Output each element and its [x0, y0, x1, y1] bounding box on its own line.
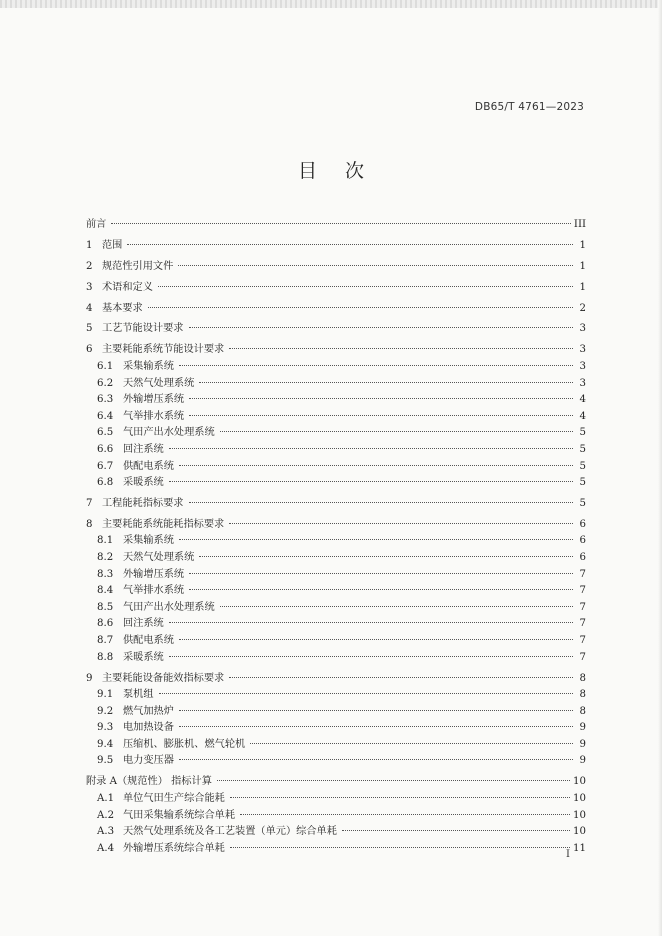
toc-entry-number: 8.8: [97, 651, 114, 663]
toc-entry-label: 规范性引用文件: [102, 260, 174, 272]
table-of-contents: [86, 216, 586, 856]
toc-leader-dots: [240, 804, 570, 815]
page-number: I: [566, 849, 570, 860]
document-code: DB65/T 4761—2023: [474, 101, 584, 113]
toc-entry[interactable]: [86, 320, 586, 337]
toc-leader-dots: [230, 837, 570, 848]
toc-entry-number: 9.5: [97, 755, 114, 767]
toc-entry-page: 10: [573, 792, 586, 804]
toc-leader-dots: [169, 612, 573, 623]
toc-entry-number: 6.2: [97, 377, 114, 389]
toc-entry-label: 前言: [86, 219, 107, 230]
toc-entry-page: III: [573, 219, 586, 230]
toc-entry-page: 1: [579, 239, 586, 251]
toc-entry-page: 3: [579, 323, 586, 335]
toc-entry-label: 气举排水系统: [123, 585, 185, 597]
toc-entry-number: 8.6: [97, 618, 114, 630]
toc-entry-label: 回注系统: [123, 618, 164, 630]
toc-leader-dots: [230, 787, 570, 798]
toc-entry-number: 8.4: [97, 585, 114, 597]
toc-leader-dots: [169, 471, 573, 482]
toc-entry-page: 6: [579, 535, 586, 547]
toc-entry-number: 6.3: [97, 394, 114, 406]
toc-leader-dots: [179, 529, 573, 540]
toc-entry-label: 主要耗能设备能效指标要求: [102, 672, 225, 684]
toc-entry-page: 7: [579, 585, 586, 597]
toc-leader-dots: [199, 372, 573, 383]
toc-entry-number: 6.5: [97, 427, 114, 439]
toc-leader-dots: [229, 667, 573, 678]
toc-leader-dots: [179, 455, 573, 466]
toc-leader-dots: [159, 683, 573, 694]
toc-entry[interactable]: [86, 237, 586, 254]
toc-entry[interactable]: [86, 752, 586, 769]
toc-entry-number: 2: [86, 260, 93, 272]
toc-entry-label: 工程能耗指标要求: [102, 497, 184, 509]
toc-entry[interactable]: [86, 474, 586, 491]
toc-entry-number: 8.7: [97, 635, 114, 647]
toc-leader-dots: [179, 716, 573, 727]
toc-entry-label: 主要耗能系统节能设计要求: [102, 344, 225, 356]
toc-entry[interactable]: [86, 495, 586, 512]
toc-entry[interactable]: [86, 279, 586, 296]
toc-entry-page: 1: [579, 260, 586, 272]
toc-entry-label: 基本要求: [102, 302, 143, 314]
toc-entry-number: A.4: [97, 842, 115, 854]
toc-leader-dots: [179, 355, 573, 366]
toc-entry-number: 9.3: [97, 722, 114, 734]
toc-leader-dots: [179, 700, 573, 711]
toc-entry-number: 9.4: [97, 738, 114, 750]
toc-entry-number: 8.2: [97, 552, 114, 564]
toc-entry-label: 天然气处理系统及各工艺装置（单元）综合单耗: [123, 826, 337, 838]
toc-leader-dots: [189, 317, 574, 328]
toc-leader-dots: [158, 276, 573, 287]
toc-entry-number: 6.4: [97, 410, 114, 422]
toc-entry-number: 6.1: [97, 360, 114, 372]
toc-entry-number: 9: [86, 672, 93, 684]
toc-entry-page: 4: [579, 394, 586, 406]
toc-leader-dots: [189, 579, 573, 590]
toc-entry-label: 采集输系统: [123, 360, 174, 372]
toc-entry-page: 4: [579, 410, 586, 422]
toc-entry-page: 3: [579, 344, 586, 356]
page-edge-shadow: [658, 0, 662, 936]
toc-entry[interactable]: [86, 840, 586, 857]
toc-entry-number: A.3: [97, 826, 115, 838]
toc-entry-label: 外输增压系统: [123, 568, 185, 580]
toc-entry-label: 采暖系统: [123, 477, 164, 489]
toc-entry-number: 6.6: [97, 443, 114, 455]
toc-entry-number: 6: [86, 344, 93, 356]
toc-leader-dots: [189, 492, 574, 503]
toc-entry-number: 3: [86, 281, 93, 293]
toc-leader-dots: [220, 596, 573, 607]
toc-leader-dots: [178, 255, 573, 266]
scan-edge: [0, 0, 662, 8]
toc-entry[interactable]: [86, 258, 586, 275]
toc-entry-label: 电加热设备: [123, 722, 174, 734]
toc-entry-number: 8: [86, 518, 93, 530]
toc-entry-page: 9: [579, 722, 586, 734]
toc-entry-page: 5: [579, 497, 586, 509]
toc-entry-number: 8.3: [97, 568, 114, 580]
toc-entry-number: 6.7: [97, 460, 114, 472]
toc-entry-page: 1: [579, 281, 586, 293]
toc-leader-dots: [229, 338, 573, 349]
toc-leader-dots: [220, 421, 573, 432]
toc-entry-label: 气田产出水处理系统: [123, 427, 215, 439]
toc-entry-page: 10: [573, 776, 586, 788]
toc-entry-page: 6: [579, 552, 586, 564]
toc-entry-number: 9.2: [97, 705, 114, 717]
page-title: 目次: [297, 160, 392, 182]
toc-entry-number: 1: [86, 239, 93, 251]
toc-leader-dots: [189, 405, 573, 416]
toc-entry-page: 6: [579, 518, 586, 530]
toc-entry-label: 电力变压器: [123, 755, 174, 767]
toc-entry-number: 8.5: [97, 601, 114, 613]
toc-entry-label: 附录 A（规范性） 指标计算: [86, 776, 212, 788]
toc-leader-dots: [111, 213, 571, 224]
toc-entry-label: 采集输系统: [123, 535, 174, 547]
toc-entry-page: 9: [579, 755, 586, 767]
toc-entry-page: 7: [579, 601, 586, 613]
toc-leader-dots: [189, 563, 573, 574]
toc-entry-page: 7: [579, 635, 586, 647]
toc-entry-number: 8.1: [97, 535, 114, 547]
toc-entry-page: 10: [573, 826, 586, 838]
toc-entry-page: 8: [579, 689, 586, 701]
toc-entry-number: 4: [86, 302, 93, 314]
toc-entry-label: 泵机组: [123, 689, 154, 701]
toc-entry-number: 6.8: [97, 477, 114, 489]
toc-entry-label: 回注系统: [123, 443, 164, 455]
toc-leader-dots: [250, 733, 573, 744]
toc-entry-number: A.1: [97, 792, 115, 804]
toc-entry-label: 气田产出水处理系统: [123, 601, 215, 613]
toc-leader-dots: [199, 546, 573, 557]
toc-leader-dots: [169, 646, 573, 657]
toc-entry-number: 5: [86, 323, 93, 335]
toc-entry-page: 7: [579, 651, 586, 663]
toc-entry-label: 供配电系统: [123, 635, 174, 647]
toc-leader-dots: [342, 820, 570, 831]
toc-entry-page: 8: [579, 672, 586, 684]
toc-entry-label: 主要耗能系统能耗指标要求: [102, 518, 225, 530]
toc-entry-label: 供配电系统: [123, 460, 174, 472]
toc-leader-dots: [229, 513, 573, 524]
toc-entry-label: 压缩机、膨胀机、燃气轮机: [123, 738, 246, 750]
toc-entry-page: 10: [573, 809, 586, 821]
toc-entry-number: 7: [86, 497, 93, 509]
toc-entry-label: 燃气加热炉: [123, 705, 174, 717]
toc-leader-dots: [169, 438, 573, 449]
toc-entry-page: 3: [579, 360, 586, 372]
toc-entry-number: A.2: [97, 809, 115, 821]
toc-entry-page: 7: [579, 618, 586, 630]
toc-entry-page: 11: [573, 842, 586, 854]
toc-leader-dots: [217, 770, 570, 781]
toc-entry-label: 外输增压系统: [123, 394, 185, 406]
toc-entry-label: 采暖系统: [123, 651, 164, 663]
toc-entry-page: 9: [579, 738, 586, 750]
toc-entry-label: 天然气处理系统: [123, 377, 195, 389]
toc-entry-label: 范围: [102, 239, 123, 251]
toc-entry[interactable]: [86, 649, 586, 666]
toc-entry-number: 9.1: [97, 689, 114, 701]
toc-leader-dots: [179, 629, 573, 640]
toc-entry-page: 5: [579, 443, 586, 455]
toc-entry[interactable]: [86, 216, 586, 233]
toc-entry-page: 5: [579, 477, 586, 489]
toc-leader-dots: [148, 297, 573, 308]
toc-entry-label: 气举排水系统: [123, 410, 185, 422]
toc-entry-page: 5: [579, 427, 586, 439]
toc-entry-page: 3: [579, 377, 586, 389]
toc-entry-page: 7: [579, 568, 586, 580]
toc-entry-label: 气田采集输系统综合单耗: [123, 809, 236, 821]
toc-entry-page: 5: [579, 460, 586, 472]
toc-entry[interactable]: [86, 300, 586, 317]
toc-entry-label: 外输增压系统综合单耗: [123, 842, 225, 854]
toc-entry-label: 术语和定义: [102, 281, 153, 293]
toc-leader-dots: [179, 749, 573, 760]
toc-entry-label: 工艺节能设计要求: [102, 323, 184, 335]
toc-entry-page: 2: [579, 302, 586, 314]
toc-entry-label: 天然气处理系统: [123, 552, 195, 564]
toc-entry-label: 单位气田生产综合能耗: [123, 792, 225, 804]
toc-entry-page: 8: [579, 705, 586, 717]
toc-leader-dots: [189, 388, 573, 399]
toc-leader-dots: [127, 234, 573, 245]
